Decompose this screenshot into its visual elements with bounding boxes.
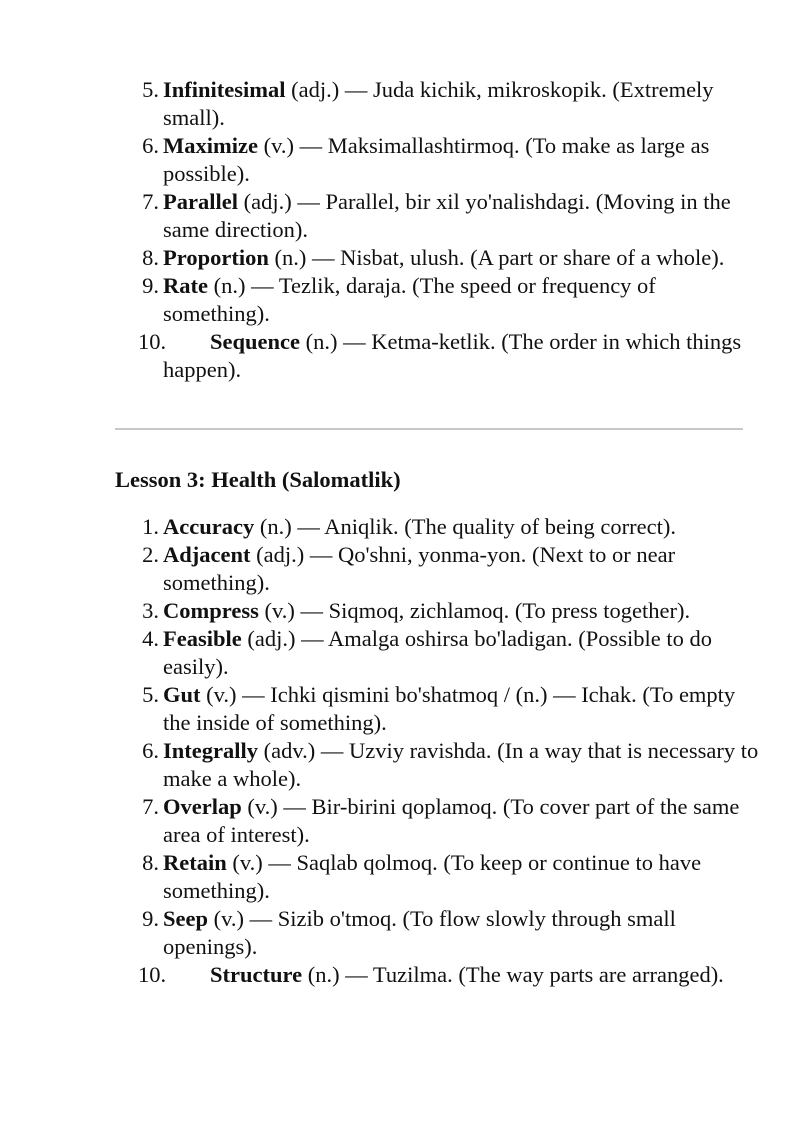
item-number: 3. (142, 598, 159, 623)
list-item (0, 513, 760, 541)
item-definition: (n.) — Aniqlik. (The quality of being correct). (254, 514, 676, 539)
item-definition: (adj.) — Parallel, bir xil yo'nalishdagi. (Moving in the same direction). (163, 189, 731, 242)
list-item (0, 961, 760, 989)
item-definition: (adj.) — Juda kichik, mikroskopik. (Extremely small). (163, 77, 714, 130)
item-term: Integrally (163, 738, 258, 763)
list-item (0, 272, 760, 328)
item-definition: (adj.) — Amalga oshirsa bo'ladigan. (Possible to do easily). (163, 626, 712, 679)
list-item (0, 328, 760, 384)
item-definition: (n.) — Tuzilma. (The way parts are arranged). (302, 962, 724, 987)
item-definition: (n.) — Ketma-ketlik. (The order in which things happen). (163, 329, 742, 382)
item-term: Maximize (163, 133, 258, 158)
item-number: 2. (142, 542, 159, 567)
list-item (0, 244, 760, 272)
item-number: 8. (142, 245, 159, 270)
item-number: 9. (142, 273, 159, 298)
item-number: 10. (138, 962, 167, 987)
item-number: 8. (142, 850, 159, 875)
item-number: 5. (142, 77, 159, 102)
item-number: 6. (142, 133, 159, 158)
item-term: Parallel (163, 189, 238, 214)
item-term: Compress (163, 598, 259, 623)
item-term: Retain (163, 850, 227, 875)
list-item (0, 597, 760, 625)
list-item (0, 737, 760, 793)
item-number: 5. (142, 682, 159, 707)
item-number: 1. (142, 514, 159, 539)
item-term: Infinitesimal (163, 77, 286, 102)
item-term: Structure (210, 962, 303, 987)
list-item (0, 905, 760, 961)
item-term: Gut (163, 682, 201, 707)
vocabulary-list-lesson-2 (0, 76, 760, 384)
item-term: Proportion (163, 245, 269, 270)
item-number: 7. (142, 794, 159, 819)
item-definition: (v.) — Sizib o'tmoq. (To flow slowly through small openings). (163, 906, 676, 959)
item-term: Rate (163, 273, 208, 298)
item-definition: (v.) — Bir-birini qoplamoq. (To cover part of the same area of interest). (163, 794, 740, 847)
vocabulary-list-lesson-3 (0, 513, 760, 989)
item-number: 9. (142, 906, 159, 931)
item-number: 7. (142, 189, 159, 214)
item-definition: (n.) — Nisbat, ulush. (A part or share of a whole). (268, 245, 725, 270)
item-term: Overlap (163, 794, 242, 819)
item-definition: (adv.) — Uzviy ravishda. (In a way that is necessary to make a whole). (163, 738, 759, 791)
item-definition: (v.) — Siqmoq, zichlamoq. (To press together). (258, 598, 691, 623)
list-item (0, 681, 760, 737)
item-definition: (n.) — Tezlik, daraja. (The speed or frequency of something). (163, 273, 656, 326)
item-term: Adjacent (163, 542, 251, 567)
list-item (0, 188, 760, 244)
item-definition: (v.) — Saqlab qolmoq. (To keep or continue to have something). (163, 850, 702, 903)
item-number: 10. (138, 329, 167, 354)
list-item (0, 132, 760, 188)
item-term: Sequence (210, 329, 300, 354)
list-item (0, 541, 760, 597)
section-heading: Lesson 3: Health (Salomatlik) (115, 467, 401, 492)
item-definition: (adj.) — Qo'shni, yonma-yon. (Next to or near something). (163, 542, 676, 595)
section-divider (115, 428, 743, 430)
item-definition: (v.) — Maksimallashtirmoq. (To make as large as possible). (163, 133, 710, 186)
list-item (0, 849, 760, 905)
list-item (0, 793, 760, 849)
item-term: Feasible (163, 626, 242, 651)
item-term: Accuracy (163, 514, 255, 539)
item-number: 6. (142, 738, 159, 763)
item-definition: (v.) — Ichki qismini bo'shatmoq / (n.) — Ichak. (To empty the inside of something). (163, 682, 736, 735)
item-term: Seep (163, 906, 208, 931)
item-number: 4. (142, 626, 159, 651)
list-item (0, 76, 760, 132)
list-item (0, 625, 760, 681)
